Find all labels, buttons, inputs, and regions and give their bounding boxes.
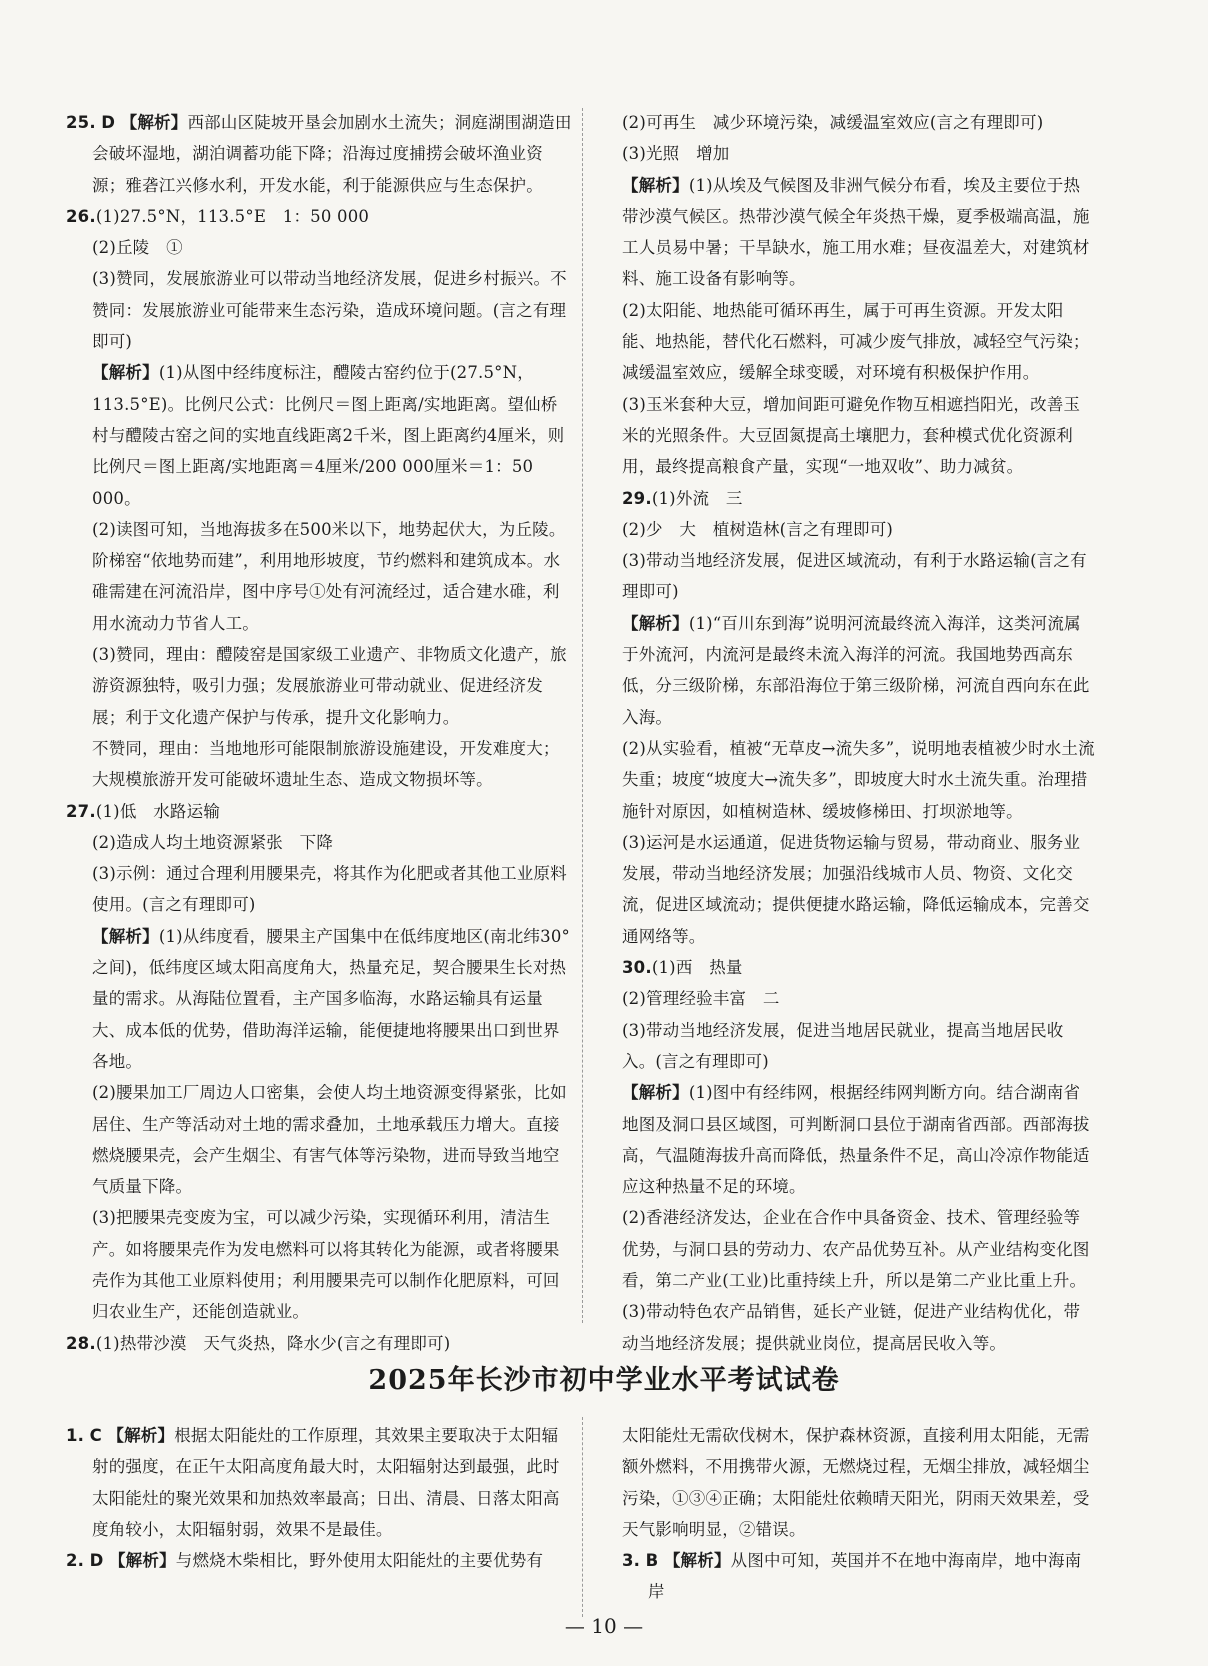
answer-choice: B <box>645 1551 659 1571</box>
question-number: 28. <box>66 1333 96 1353</box>
analysis-paragraph <box>622 170 1096 295</box>
sub-answer-text: (3)光照 增加 <box>622 144 730 164</box>
sub-answer <box>66 232 572 263</box>
sub-answer <box>622 827 1096 952</box>
sub-answer-text: (2)腰果加工厂周边人口密集，会使人均土地资源变得紧张，比如居住、生产等活动对土地的需求叠加，土地承载压力增大。直接燃烧腰果壳，会产生烟尘、有害气体等污染物，进而导致当地空气质量下降。 <box>92 1083 567 1197</box>
sub-answer <box>622 138 1096 169</box>
question-answer <box>66 796 572 827</box>
question-answer <box>622 952 1096 983</box>
question-number: 2. <box>66 1551 85 1571</box>
question-number: 29. <box>622 488 652 508</box>
answer-choice: D <box>89 1551 104 1571</box>
analysis-label: 【解析】 <box>92 926 159 946</box>
sub-answer-text: (2)管理经验丰富 二 <box>622 989 780 1009</box>
analysis-text: (1)图中有经纬网，根据经纬网判断方向。结合湖南省地图及洞口县区域图，可判断洞口县位于湖南省西部。西部海拔高，气温随海拔升高而降低，热量条件不足，高山冷凉作物能适应这种热量不足的环境。 <box>622 1083 1090 1197</box>
question-answer <box>66 1328 572 1359</box>
analysis-paragraph <box>622 1077 1096 1202</box>
column-divider <box>582 108 583 1323</box>
sub-answer <box>622 733 1096 827</box>
sub-answer <box>622 1202 1096 1296</box>
sub-answer <box>622 983 1096 1014</box>
analysis-label: 【解析】 <box>120 113 188 132</box>
analysis-paragraph <box>622 608 1096 733</box>
sub-answer-text: (3)示例：通过合理利用腰果壳，将其作为化肥或者其他工业原料使用。(言之有理即可) <box>92 864 567 915</box>
sub-answer <box>66 639 572 733</box>
analysis-paragraph <box>66 357 572 513</box>
sub-answer <box>66 263 572 357</box>
exam-title: 2025年长沙市初中学业水平考试试卷 <box>368 1365 840 1396</box>
analysis-paragraph <box>66 921 572 1077</box>
sub-answer <box>622 107 1096 138</box>
question-number: 30. <box>622 958 652 978</box>
answer-choice: C <box>89 1426 102 1445</box>
sub-answer <box>622 389 1096 483</box>
sub-answer-text: (3)带动当地经济发展，促进当地居民就业，提高当地居民收入。(言之有理即可) <box>622 1020 1064 1071</box>
analysis-label: 【解析】 <box>622 613 689 633</box>
page-number: — 10 — <box>564 1614 644 1638</box>
analysis-label: 【解析】 <box>108 1551 176 1571</box>
sub-answer-text: (3)赞同，理由：醴陵窑是国家级工业遗产、非物质文化遗产，旅游资源独特，吸引力强；发展旅游业可带动就业、促进经济发展；利于文化遗产保护与传承，提升文化影响力。 <box>92 645 567 727</box>
question-answer <box>66 107 572 201</box>
sub-answer-text: (2)造成人均土地资源紧张 下降 <box>92 832 334 852</box>
right-column <box>622 107 1096 1359</box>
sub-answer <box>66 1077 572 1202</box>
answer-choice: D <box>101 113 116 132</box>
analysis-text: (1)从纬度看，腰果主产国集中在低纬度地区(南北纬30°之间)，低纬度区域太阳高度角大，热量充足，契合腰果生长对热量的需求。从海陆位置看，主产国多临海，水路运输具有运量大、成本低的优势，借助海洋运输，能便捷地将腰果出口到世界各地。 <box>92 926 570 1071</box>
analysis-label: 【解析】 <box>622 1083 689 1103</box>
question-number: 26. <box>66 206 96 226</box>
question-answer <box>622 1545 1096 1608</box>
question-number: 1. <box>66 1426 85 1445</box>
sub-answer-text: (3)运河是水运通道，促进货物运输与贸易，带动商业、服务业发展，带动当地经济发展；加强沿线城市人员、物资、文化交流，促进区域流动；提供便捷水路运输，降低运输成本，完善交通网络等。 <box>622 832 1090 946</box>
question-answer <box>622 483 1096 514</box>
answer-text: (1)西 热量 <box>651 958 743 978</box>
answer-text: 从图中可知，英国并不在地中海南岸，地中海南岸 <box>648 1551 1082 1602</box>
sub-answer-text: (2)读图可知，当地海拔多在500米以下，地势起伏大，为丘陵。阶梯窑“依地势而建”，利用地形坡度，节约燃料和建筑成本。水碓需建在河流沿岸，图中序号①处有河流经过，适合建水碓，利用水流动力节省人工。 <box>92 519 566 633</box>
sub-answer-text: (3)把腰果壳变废为宝，可以减少污染，实现循环利用，清洁生产。如将腰果壳作为发电燃料可以将其转化为能源，或者将腰果壳作为其他工业原料使用；利用腰果壳可以制作化肥原料，可回归农业生产，还能创造就业。 <box>92 1208 560 1322</box>
sub-answer-text: (2)太阳能、地热能可循环再生，属于可再生资源。开发太阳能、地热能，替代化石燃料，可减少废气排放，减轻空气污染；减缓温室效应，缓解全球变暖，对环境有积极保护作用。 <box>622 300 1090 383</box>
question-answer <box>66 201 572 232</box>
sub-answer-text: (2)丘陵 ① <box>92 238 183 258</box>
bottom-right-column <box>622 1420 1096 1608</box>
sub-answer-text: 不赞同，理由：当地地形可能限制旅游设施建设，开发难度大；大规模旅游开发可能破坏遗址生态、造成文物损坏等。 <box>92 738 560 790</box>
sub-answer-text: (3)带动特色农产品销售，延长产业链，促进产业结构优化，带动当地经济发展；提供就业岗位，提高居民收入等。 <box>622 1302 1081 1353</box>
answer-text: 西部山区陡坡开垦会加剧水土流失；洞庭湖围湖造田会破坏湿地，湖泊调蓄功能下降；沿海过度捕捞会破坏渔业资源；雅砻江兴修水利，开发水能，利于能源供应与生态保护。 <box>92 113 572 195</box>
analysis-label: 【解析】 <box>622 175 689 195</box>
analysis-label: 【解析】 <box>663 1551 731 1571</box>
sub-answer <box>622 1420 1096 1545</box>
sub-answer <box>66 1202 572 1327</box>
question-answer <box>66 1545 572 1576</box>
sub-answer <box>622 514 1096 545</box>
question-number: 3. <box>622 1551 641 1571</box>
sub-answer-text: 太阳能灶无需砍伐树木，保护森林资源，直接利用太阳能，无需额外燃料，不用携带火源，无燃烧过程，无烟尘排放，减轻烟尘污染，①③④正确；太阳能灶依赖晴天阳光，阴雨天效果差，受天气影响明显，②错误。 <box>622 1426 1090 1539</box>
question-answer <box>66 1420 572 1545</box>
analysis-label: 【解析】 <box>107 1426 175 1445</box>
sub-answer <box>622 295 1096 389</box>
answer-text: (1)27.5°N，113.5°E 1：50 000 <box>95 206 370 226</box>
left-column <box>66 107 572 1359</box>
bottom-left-column <box>66 1420 572 1576</box>
answer-text: (1)低 水路运输 <box>95 801 221 821</box>
sub-answer <box>622 545 1096 608</box>
sub-answer-text: (2)香港经济发达，企业在合作中具备资金、技术、管理经验等优势，与洞口县的劳动力、农产品优势互补。从产业结构变化图看，第二产业(工业)比重持续上升，所以是第二产业比重上升。 <box>622 1208 1090 1290</box>
sub-answer <box>66 858 572 921</box>
sub-answer <box>66 733 572 796</box>
sub-answer <box>622 1015 1096 1078</box>
answer-text: 与燃烧木柴相比，野外使用太阳能灶的主要优势有 <box>175 1551 544 1571</box>
sub-answer-text: (3)带动当地经济发展，促进区域流动，有利于水路运输(言之有理即可) <box>622 551 1087 602</box>
column-divider-bottom <box>582 1417 583 1617</box>
question-number: 25. <box>66 113 96 132</box>
analysis-text: (1)“百川东到海”说明河流最终流入海洋，这类河流属于外流河，内流河是最终未流入海洋的河流。我国地势西高东低，分三级阶梯，东部沿海位于第三级阶梯，河流自西向东在此入海。 <box>622 613 1090 727</box>
sub-answer-text: (3)赞同，发展旅游业可以带动当地经济发展，促进乡村振兴。不赞同：发展旅游业可能带来生态污染，造成环境问题。(言之有理即可) <box>92 269 567 352</box>
sub-answer <box>66 514 572 639</box>
answer-text: (1)热带沙漠 天气炎热，降水少(言之有理即可) <box>95 1333 451 1353</box>
analysis-text: (1)从图中经纬度标注，醴陵古窑约位于(27.5°N，113.5°E)。比例尺公式：比例尺＝图上距离/实地距离。望仙桥村与醴陵古窑之间的实地直线距离2千米，图上距离约4厘米，则比例尺＝图上距离/实地距离＝4厘米/200 000厘米＝1：50 000。 <box>92 363 565 508</box>
sub-answer-text: (3)玉米套种大豆，增加间距可避免作物互相遮挡阳光，改善玉米的光照条件。大豆固氮提高土壤肥力，套种模式优化资源利用，最终提高粮食产量，实现“一地双收”、助力减贫。 <box>622 394 1081 477</box>
analysis-text: (1)从埃及气候图及非洲气候分布看，埃及主要位于热带沙漠气候区。热带沙漠气候全年炎热干燥，夏季极端高温，施工人员易中暑；干旱缺水，施工用水难；昼夜温差大，对建筑材料、施工设备有影响等。 <box>622 175 1090 289</box>
sub-answer-text: (2)从实验看，植被“无草皮→流失多”，说明地表植被少时水土流失重；坡度“坡度大→流失多”，即坡度大时水土流失重。治理措施针对原因，如植树造林、缓坡修梯田、打坝淤地等。 <box>622 738 1095 821</box>
analysis-label: 【解析】 <box>92 363 159 383</box>
sub-answer <box>66 827 572 858</box>
answer-text: 根据太阳能灶的工作原理，其效果主要取决于太阳辐射的强度，在正午太阳高度角最大时，太阳辐射达到最强，此时太阳能灶的聚光效果和加热效率最高；日出、清晨、日落太阳高度角较小，太阳辐射弱，效果不是最佳。 <box>92 1426 560 1539</box>
sub-answer <box>622 1296 1096 1359</box>
answer-text: (1)外流 三 <box>651 488 743 508</box>
sub-answer-text: (2)可再生 减少环境污染，减缓温室效应(言之有理即可) <box>622 113 1044 132</box>
question-number: 27. <box>66 801 96 821</box>
sub-answer-text: (2)少 大 植树造林(言之有理即可) <box>622 519 894 539</box>
